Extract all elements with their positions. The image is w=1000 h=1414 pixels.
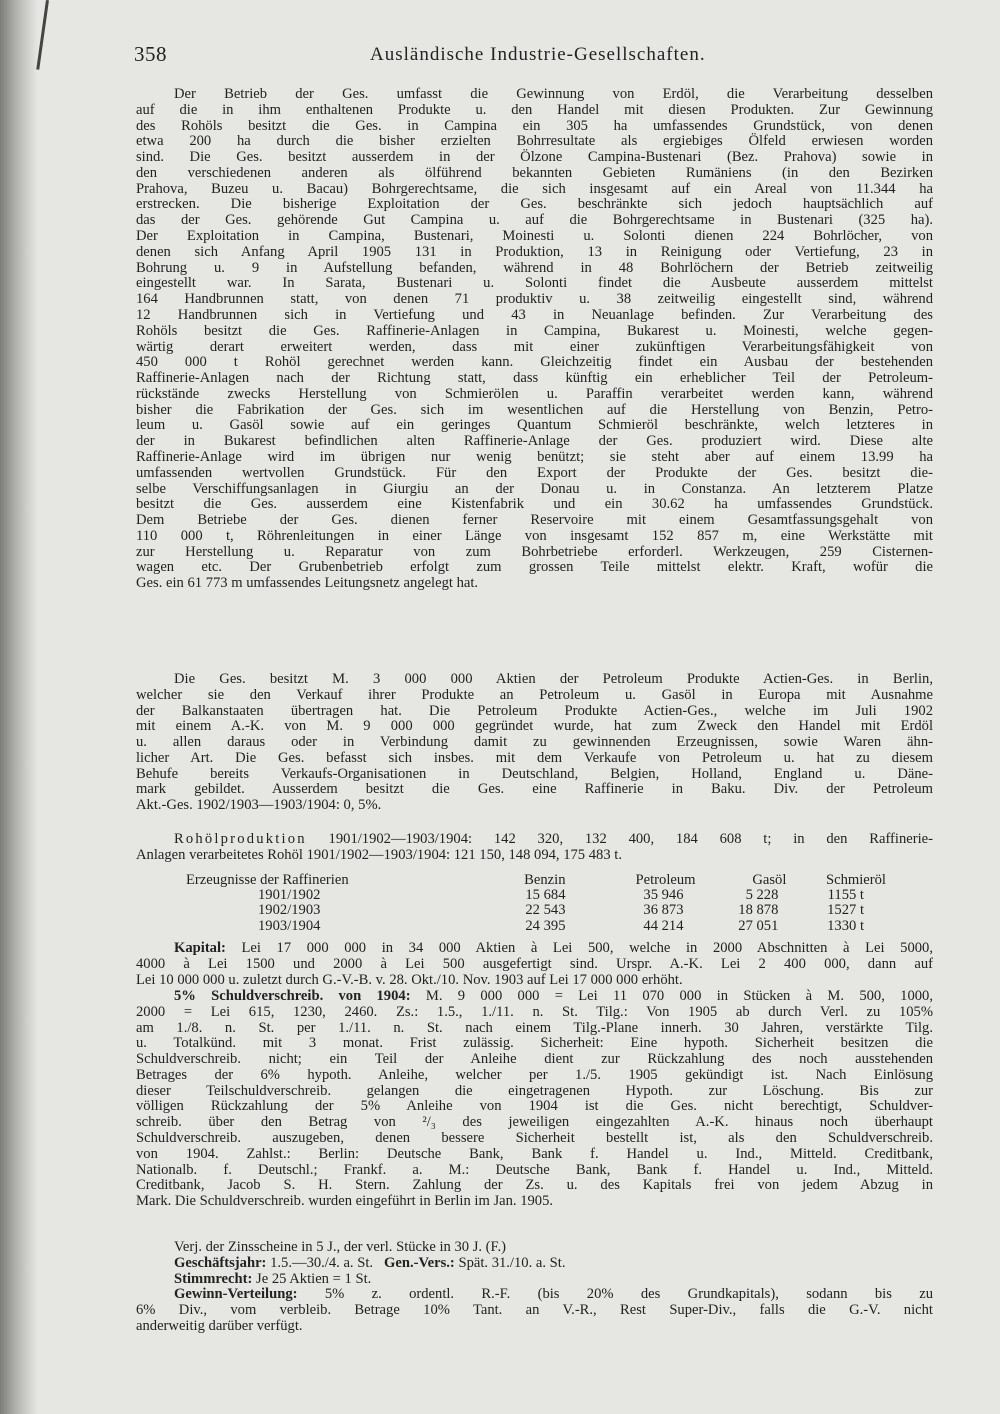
stimmrecht-line: Stimmrecht: Je 25 Aktien = 1 St.: [174, 1270, 372, 1287]
text-line: dieser Teilschuldverschreib. gelangen die eingetragenen Hypoth. zur Löschung. Bis zur: [136, 1082, 933, 1099]
text-line: u. Totalkünd. mit 3 monat. Frist zulässig. Sicherheit: Eine hypoth. Sicherheit besitzen die: [136, 1035, 933, 1052]
table-header-cell: Schmieröl: [826, 872, 886, 888]
table-header-cell: Benzin: [524, 872, 566, 888]
text-line: sind. Die Ges. besitzt ausserdem in der Ölzone Campina-Bustenari (Bez. Prahova) sowie in: [136, 149, 933, 166]
page-number: 358: [134, 42, 167, 66]
text-line: denen sich Anfang April 1905 131 in Produktion, 13 in Reinigung oder Vertiefung, 23 in: [136, 243, 933, 260]
production-line-1: Rohölproduktion 1901/1902—1903/1904: 142 320, 132 400, 184 608 t; in den Raffinerie-: [174, 831, 933, 847]
text-line: welcher sie den Verkauf ihrer Produkte an Petroleum u. Gasöl in Europa mit Ausnahme: [136, 686, 933, 703]
text-line: Bohrung u. 9 in Aufstellung befanden, während in 48 Bohrlöchern der Betrieb zeitweilig: [136, 259, 933, 276]
text-line: das der Ges. gehörende Gut Campina u. auf die Bohrgerechtsame in Bustenari (325 ha).: [136, 212, 933, 229]
running-title: Ausländische Industrie-Gesellschaften.: [370, 44, 706, 65]
kapital-label: Kapital:: [174, 940, 226, 956]
production-section: [136, 832, 933, 864]
binding-shadow: [0, 0, 38, 1414]
text-line: umfassenden wertvollen Grundstück. Für den Export der Produkte der Ges. besitzt die-: [136, 464, 933, 481]
page-header: [134, 42, 934, 72]
text-line: bisher die Fabrikation der Ges. sich im wesentlichen auf die Herstellung von Benzin, Petro-: [136, 401, 933, 418]
text-line: Creditbank, Jacob S. H. Stern. Zahlung der Zs. u. des Kapitals frei von jedem Abzug in: [136, 1177, 933, 1194]
table-header-cell: Gasöl: [752, 872, 787, 888]
text-line: Der Betrieb der Ges. umfasst die Gewinnung von Erdöl, die Verarbeitung desselben: [174, 86, 933, 102]
text-line: besitzt die Ges. ausserdem eine Kistenfabrik und ein 30.62 ha umfassendes Grundstück.: [136, 496, 933, 513]
text-line: schreib. über den Betrag von ²/₃ des jeweiligen eingezahlten A.-K. hinaus noch überhaupt: [136, 1114, 933, 1131]
production-line-2: Anlagen verarbeitetes Rohöl 1901/1902—1903/1904: 121 150, 148 094, 175 483 t.: [136, 846, 622, 863]
text-line: wärtig derart erweitert werden, dass mit einer zukünftigen Verarbeitungsfähigkeit von: [136, 338, 933, 355]
text-line: der in Bukarest befindlichen alten Raffinerie-Anlage der Ges. produziert wird. Diese alte: [136, 433, 933, 450]
bond-label: 5% Schuldverschreib. von 1904:: [174, 988, 411, 1004]
paragraph-subsidiary: [136, 672, 933, 814]
verj-line: Verj. der Zinsscheine in 5 J., der verl. Stücke in 30 J. (F.): [174, 1239, 506, 1255]
text-line: 2000 = Lei 615, 1230, 2460. Zs.: 1.5., 1./11. n. St. Tilg.: Von 1905 ab durch Verl. zu 105%: [136, 1003, 933, 1020]
tail-section: [136, 1240, 933, 1335]
text-line: 12 Handbrunnen sich in Vertiefung und 43 in Neuanlage befinden. Zur Verarbeitung des: [136, 306, 933, 323]
table-row: 1902/1903 22 543 36 873 18 878 1527 t: [258, 902, 864, 919]
text-line: Mark. Die Schuldverschreib. wurden eingeführt in Berlin im Jan. 1905.: [136, 1193, 554, 1210]
page-fold-mark: [36, 0, 49, 70]
gewinn-line-2: 6% Div., vom verbleib. Betrage 10% Tant. an V.-R., Rest Super-Div., falls die G.-V. nicht: [136, 1302, 933, 1319]
text-line: etwa 200 ha durch die bisher erzielten Bohrresultate als ergiebiges Ölfeld erwiesen worden: [136, 133, 933, 150]
text-line: u. allen daraus oder in Verbindung damit zu gewinnenden Erzeugnissen, sowie Waren ähn-: [136, 734, 933, 751]
bond-section: 5% Schuldverschreib. von 1904: M. 9 000 000 = Lei 11 070 000 in Stücken à M. 500, 1000, 2000 = Lei 615, 1230, 2460. Zs.: 1.5., 1./11. n. St. Tilg.: Von 1905 ab durch Verl. zu 105% am 1./8. n. St. per 1./11. n. St. nach einem Tilg.-Plane innerh. 30 Jahren, verstärkte Tilg. u. Totalkünd. mit 3 monat. Frist zulässig. Sicherheit: Eine hypoth. Sicherheit besitzen die Schuldverschreib. nicht; ein Teil der Anleihe dient zur Rückzahlung des noch ausstehenden Betrages der 6% hypoth. Anleihe, welcher per 1./5. 1905 gekündigt ist. Nach Einlösung dieser Teilschuldverschreib. gelangen die eingetragenen Hypoth. zur Löschung. Bis zur völligen Rückzahlung der 5% Anleihe von 1904 ist die Ges. nicht berechtigt, Schuldver- schreib. über den Betrag von ²/₃ des jeweiligen eingezahlten A.-K. hinaus noch überhaupt Schuldverschreib. auszugeben, denen bessere Sicherheit bestellt ist, als den Schuldverschreib. von 1904. Zahlst.: Berlin: Deutsche Bank, Bank f. Handel u. Ind., Mitteld. Creditbank, Nationalb. f. Deutschl.; Frankf. a. M.: Deutsche Bank, Bank f. Handel u. Ind., Mitteld. Creditbank, Jacob S. H. Stern. Zahlung der Zs. u. des Kapitals frei von jedem Abzug in Mark. Die Schuldverschreib. wurden eingeführt in Berlin im Jan. 1905.: [136, 988, 933, 1210]
text-line: völligen Rückzahlung der 5% Anleihe von 1904 ist die Ges. nicht berechtigt, Schuldver-: [136, 1098, 933, 1115]
kapital-section: Kapital: Lei 17 000 000 in 34 000 Aktien à Lei 500, welche in 2000 Abschnitten à Lei 5000, 4000 à Lei 1500 und 2000 à Lei 500 ausgefertigt sind. Urspr. A.-K. Lei 2 400 000, dann auf Lei 10 000 000 u. zuletzt durch G.-V.-B. v. 28. Okt./10. Nov. 1903 auf Lei 17 000 000 erhöht.: [136, 940, 933, 988]
table-header-cell: Erzeugnisse der Raffinerien: [186, 872, 349, 888]
text-line: des Rohöls besitzt die Ges. in Campina ein 305 ha umfassendes Grundstück, von denen: [136, 117, 933, 134]
text-line: Schuldverschreib. auszugeben, denen bessere Sicherheit bestellt ist, als den Schuldverschreib.: [136, 1130, 933, 1147]
geschaeftsjahr-line: Geschäftsjahr: 1.5.—30./4. a. St. Gen.-Vers.: Spät. 31./10. a. St.: [174, 1254, 566, 1271]
text-line: Betrages der 6% hypoth. Anleihe, welcher per 1./5. 1905 gekündigt ist. Nach Einlösung: [136, 1066, 933, 1083]
text-line: den verschiedenen anderen als ölführend bekannten Gebieten Rumäniens (in den Bezirken: [136, 164, 933, 181]
text-line: Raffinerie-Anlage wird im übrigen nur wenig benützt; sie steht aber auf einem 13.99 ha: [136, 448, 933, 465]
text-line: 450 000 t Rohöl gerechnet werden kann. Gleichzeitig findet ein Ausbau der bestehenden: [136, 354, 933, 371]
text-line: am 1./8. n. St. per 1./11. n. St. nach einem Tilg.-Plane innerh. 30 Jahren, verstärkte Tilg.: [136, 1019, 933, 1036]
table-row: 1903/1904 24 395 44 214 27 051 1330 t: [258, 917, 864, 934]
text-line: Ges. ein 61 773 m umfassendes Leitungsnetz angelegt hat.: [136, 575, 479, 592]
text-line: Prahova, Buzeu u. Bacau) Bohrgerechtsame, die sich insgesamt auf ein Areal von 11.344 ha: [136, 180, 933, 197]
text-line: Dem Betriebe der Ges. dienen ferner Reservoire mit einem Gesamtfassungsgehalt von: [136, 512, 933, 529]
text-line: leum u. Gasöl sowie auf ein geringes Quantum Schmieröl beschränkte, welch letzteres in: [136, 417, 933, 434]
text-line: zur Herstellung u. Reparatur von zum Bohrbetriebe erforderl. Werkzeugen, 259 Cisternen-: [136, 543, 933, 560]
text-line: licher Art. Die Ges. befasst sich insbes. mit dem Verkaufe von Petroleum u. hat zu diesem: [136, 749, 933, 766]
text-line: Der Exploitation in Campina, Bustenari, Moinesti u. Solonti dienen 224 Bohrlöcher, von: [136, 228, 933, 245]
text-line: auf die in ihm enthaltenen Produkte u. den Handel mit diesen Produkten. Zur Gewinnung: [136, 101, 933, 118]
text-line: wagen etc. Der Grubenbetrieb erfolgt zum grossen Teile mittelst elektr. Kraft, wofür die: [136, 559, 933, 576]
gewinn-line-1: Gewinn-Verteilung: 5% z. ordentl. R.-F. (bis 20% des Grundkapitals), sodann bis zu: [174, 1286, 933, 1303]
text-line: Raffinerie-Anlagen nach der Richtung statt, dass künftig ein erheblicher Teil der Petroleum-: [136, 370, 933, 387]
text-line: Akt.-Ges. 1902/1903—1903/1904: 0, 5%.: [136, 797, 382, 814]
text-line: rückstände zwecks Herstellung von Schmierölen u. Paraffin verarbeitet werden kann, während: [136, 385, 933, 402]
text-line: 110 000 t, Röhrenleitungen in einer Länge von insgesamt 152 857 m, eine Werkstätte mit: [136, 527, 933, 544]
text-line: Die Ges. besitzt M. 3 000 000 Aktien der Petroleum Produkte Actien-Ges. in Berlin,: [174, 671, 933, 687]
text-line: von 1904. Zahlst.: Berlin: Deutsche Bank, Bank f. Handel u. Ind., Mitteld. Creditbank,: [136, 1145, 933, 1162]
production-label: Rohölproduktion: [174, 831, 307, 847]
gewinn-line-3: anderweitig darüber verfügt.: [136, 1317, 303, 1334]
refinery-table: [186, 873, 886, 934]
text-line: Behufe bereits Verkaufs-Organisationen in Deutschland, Belgien, Holland, England u. Däne-: [136, 765, 933, 782]
text-line: erstrecken. Die bisherige Exploitation der Ges. beschränkte sich jedoch hauptsächlich auf: [136, 196, 933, 213]
table-header-row: [186, 873, 886, 888]
paragraph-operations: [136, 87, 933, 592]
text-line: selbe Verschiffungsanlagen in Giurgiu an der Donau u. in Constanza. An letzterem Platze: [136, 480, 933, 497]
text-line: Nationalb. f. Deutschl.; Frankf. a. M.: Deutsche Bank, Bank f. Handel u. Ind., Mitteld.: [136, 1161, 933, 1178]
text-line: der Balkanstaaten übertragen hat. Die Petroleum Produkte Actien-Ges., welche im Juli 1902: [136, 702, 933, 719]
text-line: Rohöls besitzt die Ges. Raffinerie-Anlagen in Campina, Bukarest u. Moinesti, welche gegen-: [136, 322, 933, 339]
table-row: 1901/1902 15 684 35 946 5 228 1155 t: [258, 887, 864, 904]
text-line: 164 Handbrunnen statt, von denen 71 produktiv u. 38 zeitweilig eingestellt sind, während: [136, 291, 933, 308]
text-line: eingestellt war. In Sarata, Bustenari u. Solonti findet die Ausbeute ausserdem mittelst: [136, 275, 933, 292]
table-header-cell: Petroleum: [635, 872, 696, 888]
text-line: mit einem A.-K. von M. 9 000 000 gegründet wurde, hat zum Zweck den Handel mit Erdöl: [136, 718, 933, 735]
text-line: mark gebildet. Ausserdem besitzt die Ges. eine Raffinerie in Baku. Div. der Petroleum: [136, 781, 933, 798]
text-line: Schuldverschreib. nicht; ein Teil der Anleihe dient zur Rückzahlung des noch ausstehenden: [136, 1051, 933, 1068]
